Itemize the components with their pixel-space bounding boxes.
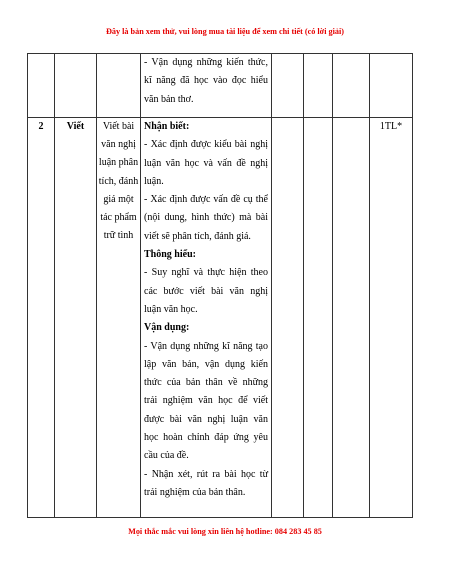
cell-empty [304,118,333,518]
level-heading-van-dung: Vận dụng: [144,322,190,334]
cell-empty [97,54,141,118]
skill-cell: Viết [55,118,97,518]
cell-empty [333,54,370,118]
requirement-text: - Suy nghĩ và thực hiện theo các bước viết bài văn nghị luận văn học. [144,267,268,315]
requirement-text: - Nhận xét, rút ra bài học từ trải nghiệm của bản thân. [144,468,268,498]
specification-table [27,53,413,518]
cell-empty [272,54,304,118]
requirement-text: - Vận dụng những kiến thức, kĩ năng đã học vào đọc hiểu văn bản thơ. [144,57,268,105]
table-row [28,54,413,118]
cell-empty [55,54,97,118]
requirement-cell [141,54,272,118]
cell-empty [272,118,304,518]
cell-empty [333,118,370,518]
level-heading-thong-hieu: Thông hiểu: [144,249,196,261]
level-heading-nhan-biet: Nhận biết: [144,121,190,132]
table-row [28,118,413,518]
cell-empty [370,54,413,118]
topic-cell: Viết bài văn nghị luận phân tích, đánh giá một tác phẩm trữ tình [97,118,141,518]
requirement-text: - Vận dụng những kĩ năng tạo lập văn bản, vận dụng kiến thức của bản thân về những trải nghiệm văn học để viết được bài văn nghị luận văn học hoàn chỉnh đáp ứng yêu cầu của đề. [144,340,268,462]
hotline-banner: Mọi thắc mắc vui lòng xin liên hệ hotline: 084 283 45 85 [128,527,322,536]
row-number: 2 [28,118,55,518]
cell-empty [28,54,55,118]
requirement-text: - Xác định được vấn đề cụ thể (nội dung, hình thức) mà bài viết sẽ phân tích, đánh giá. [144,194,268,242]
question-count-cell: 1TL* [370,118,413,518]
preview-banner: Đây là bản xem thử, vui lòng mua tài liệu để xem chi tiết (có lời giải) [105,27,344,36]
requirement-cell [141,118,272,518]
cell-empty [304,54,333,118]
requirement-text: - Xác định được kiểu bài nghị luận văn học và vấn đề nghị luận. [144,139,268,187]
